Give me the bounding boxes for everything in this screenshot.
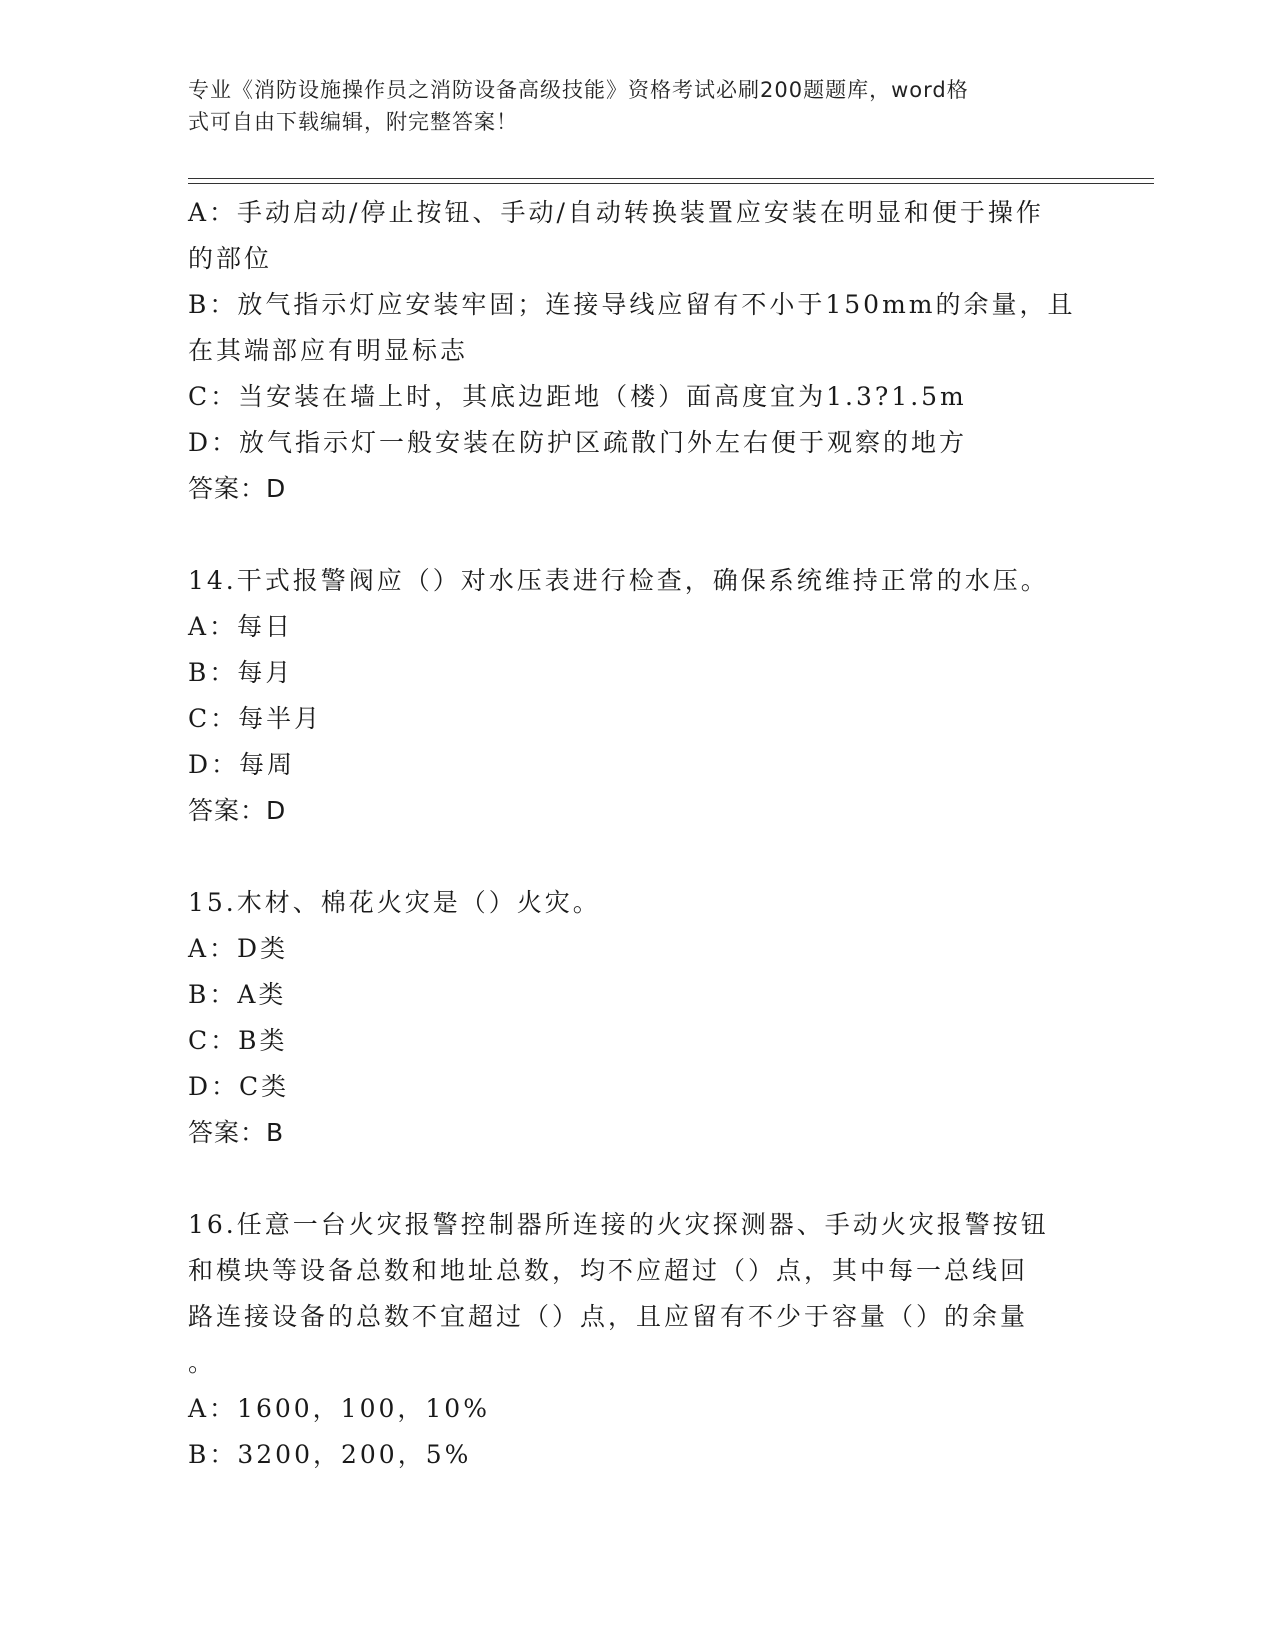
- header-line: 式可自由下载编辑，附完整答案！: [188, 110, 518, 134]
- option-d: D：放气指示灯一般安装在防护区疏散门外左右便于观察的地方: [188, 428, 968, 457]
- option-a-continued: 的部位: [188, 244, 273, 273]
- option-b: B：放气指示灯应安装牢固；连接导线应留有不小于150mm的余量，且: [188, 290, 1076, 319]
- option-b: B：每月: [188, 658, 294, 687]
- spacer: [188, 834, 1078, 880]
- option-a: A：D类: [188, 934, 289, 963]
- spacer: [188, 512, 1078, 558]
- answer-label: 答案：D: [188, 796, 287, 825]
- question-text-continued: 和模块等设备总数和地址总数，均不应超过（）点，其中每一总线回: [188, 1256, 1029, 1285]
- option-a: A：每日: [188, 612, 294, 641]
- document-header: [188, 74, 1078, 138]
- question-14: [188, 558, 1078, 834]
- question-text: 14.干式报警阀应（）对水压表进行检查，确保系统维持正常的水压。: [188, 566, 1049, 595]
- option-a: A：手动启动/停止按钮、手动/自动转换装置应安装在明显和便于操作: [188, 198, 1044, 227]
- option-a: A：1600，100，10%: [188, 1394, 490, 1423]
- question-15: [188, 880, 1078, 1156]
- answer-label: 答案：D: [188, 474, 287, 503]
- question-text-continued: 。: [188, 1348, 217, 1377]
- option-d: D：C类: [188, 1072, 290, 1101]
- option-b: B：A类: [188, 980, 287, 1009]
- question-text-continued: 路连接设备的总数不宜超过（）点，且应留有不少于容量（）的余量: [188, 1302, 1029, 1331]
- answer-label: 答案：B: [188, 1118, 285, 1147]
- header-line: 专业《消防设施操作员之消防设备高级技能》资格考试必刷200题题库，word格: [188, 78, 969, 102]
- option-b: B：3200，200，5%: [188, 1440, 472, 1469]
- option-c: C：每半月: [188, 704, 323, 733]
- option-c: C：B类: [188, 1026, 288, 1055]
- spacer: [188, 1156, 1078, 1202]
- question-text: 15.木材、棉花火灾是（）火灾。: [188, 888, 601, 917]
- question-text: 16.任意一台火灾报警控制器所连接的火灾探测器、手动火灾报警按钮: [188, 1210, 1049, 1239]
- question-13-options: [188, 190, 1078, 512]
- header-divider: [188, 183, 1154, 184]
- header-divider: [188, 178, 1154, 179]
- question-list: [188, 190, 1078, 1478]
- question-16: [188, 1202, 1078, 1478]
- option-c: C：当安装在墙上时，其底边距地（楼）面高度宜为1.3?1.5m: [188, 382, 967, 411]
- option-d: D：每周: [188, 750, 296, 779]
- option-b-continued: 在其端部应有明显标志: [188, 336, 469, 365]
